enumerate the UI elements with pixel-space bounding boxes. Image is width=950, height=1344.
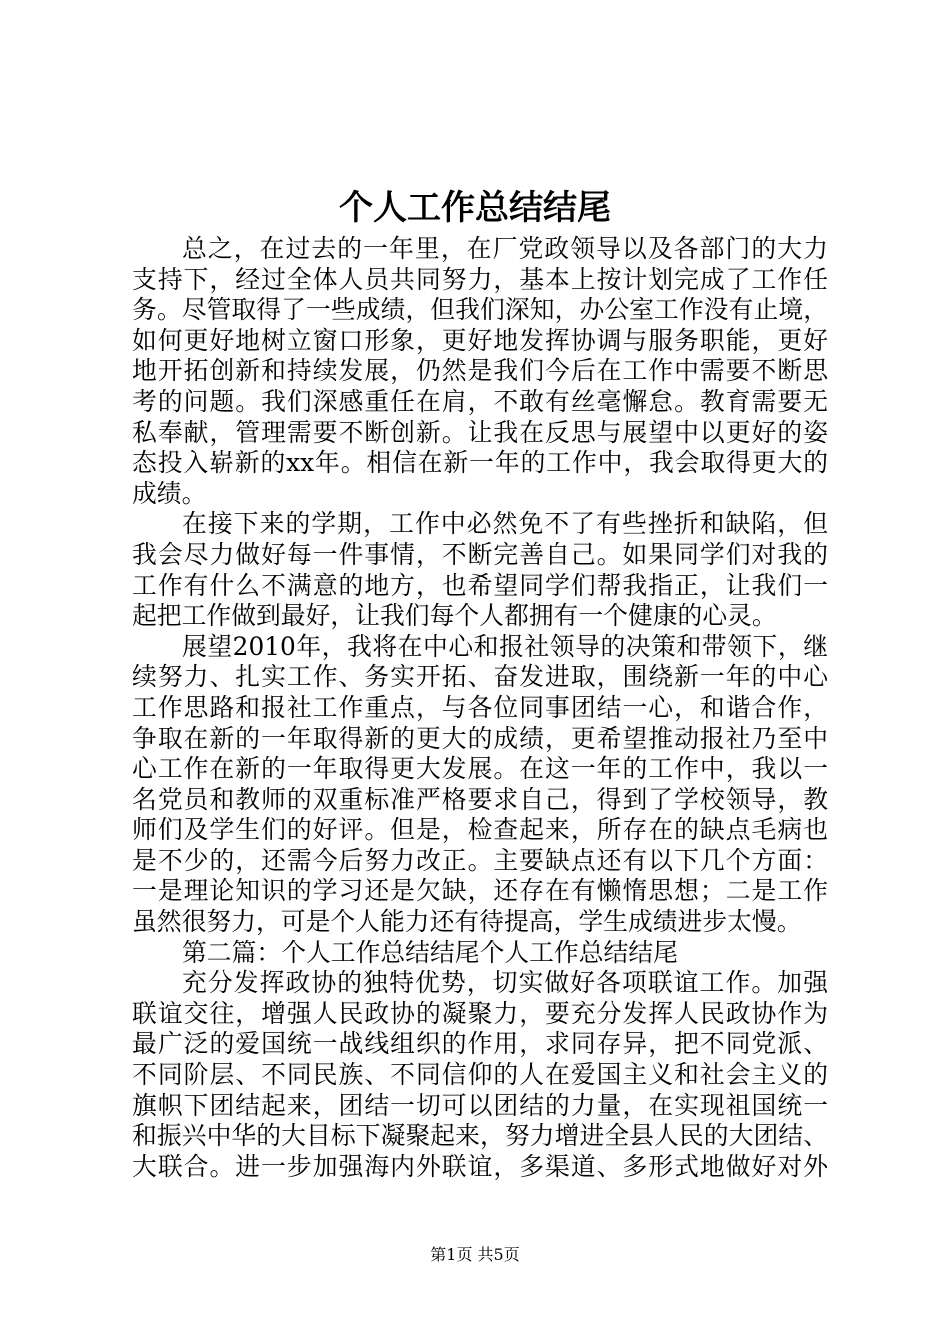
text-line: 考的问题。我们深感重任在肩，不敢有丝毫懈怠。教育需要无 [132, 386, 828, 416]
text-line: 虽然很努力，可是个人能力还有待提高，学生成绩进步太慢。 [132, 907, 802, 937]
text-line: 我会尽力做好每一件事情，不断完善自己。如果同学们对我的 [132, 539, 828, 569]
text-line: 务。尽管取得了一些成绩，但我们深知，办公室工作没有止境， [132, 295, 828, 325]
text-line: 工作有什么不满意的地方，也希望同学们帮我指正，让我们一 [132, 570, 828, 600]
text-line: 充分发挥政协的独特优势，切实做好各项联谊工作。加强 [182, 968, 828, 998]
text-line: 态投入崭新的xx年。相信在新一年的工作中，我会取得更大的 [132, 448, 828, 478]
text-line: 展望2010年，我将在中心和报社领导的决策和带领下，继 [182, 631, 828, 661]
text-line: 起把工作做到最好，让我们每个人都拥有一个健康的心灵。 [132, 601, 777, 631]
text-line: 师们及学生们的好评。但是，检查起来，所存在的缺点毛病也 [132, 815, 828, 845]
text-line: 续努力、扎实工作、务实开拓、奋发进取，围绕新一年的中心 [132, 662, 828, 692]
text-line: 一是理论知识的学习还是欠缺，还存在有懒惰思想；二是工作 [132, 876, 828, 906]
text-line: 第二篇：个人工作总结结尾个人工作总结结尾 [182, 937, 678, 967]
text-line: 心工作在新的一年取得更大发展。在这一年的工作中，我以一 [132, 754, 828, 784]
text-line: 在接下来的学期，工作中必然免不了有些挫折和缺陷，但 [182, 509, 828, 539]
text-line: 大联合。进一步加强海内外联谊，多渠道、多形式地做好对外 [132, 1151, 828, 1181]
text-line: 成绩。 [132, 478, 207, 508]
text-line: 地开拓创新和持续发展，仍然是我们今后在工作中需要不断思 [132, 356, 828, 386]
text-line: 最广泛的爱国统一战线组织的作用，求同存异，把不同党派、 [132, 1029, 828, 1059]
text-line: 旗帜下团结起来，团结一切可以团结的力量，在实现祖国统一 [132, 1090, 828, 1120]
text-line: 和振兴中华的大目标下凝聚起来，努力增进全县人民的大团结、 [132, 1121, 828, 1151]
text-line: 名党员和教师的双重标准严格要求自己，得到了学校领导，教 [132, 784, 828, 814]
document-body [132, 234, 828, 1182]
text-line: 工作思路和报社工作重点，与各位同事团结一心，和谐合作， [132, 692, 828, 722]
text-line: 争取在新的一年取得新的更大的成绩，更希望推动报社乃至中 [132, 723, 828, 753]
text-line: 不同阶层、不同民族、不同信仰的人在爱国主义和社会主义的 [132, 1060, 828, 1090]
text-line: 如何更好地树立窗口形象，更好地发挥协调与服务职能，更好 [132, 325, 828, 355]
document-title: 个人工作总结结尾 [339, 188, 611, 228]
text-line: 联谊交往，增强人民政协的凝聚力，要充分发挥人民政协作为 [132, 998, 828, 1028]
text-line: 私奉献，管理需要不断创新。让我在反思与展望中以更好的姿 [132, 417, 828, 447]
text-line: 支持下，经过全体人员共同努力，基本上按计划完成了工作任 [132, 264, 828, 294]
page-footer: 第1页 共5页 [430, 1245, 520, 1264]
text-line: 总之，在过去的一年里，在厂党政领导以及各部门的大力 [182, 234, 828, 263]
text-line: 是不少的，还需今后努力改正。主要缺点还有以下几个方面： [132, 845, 828, 875]
